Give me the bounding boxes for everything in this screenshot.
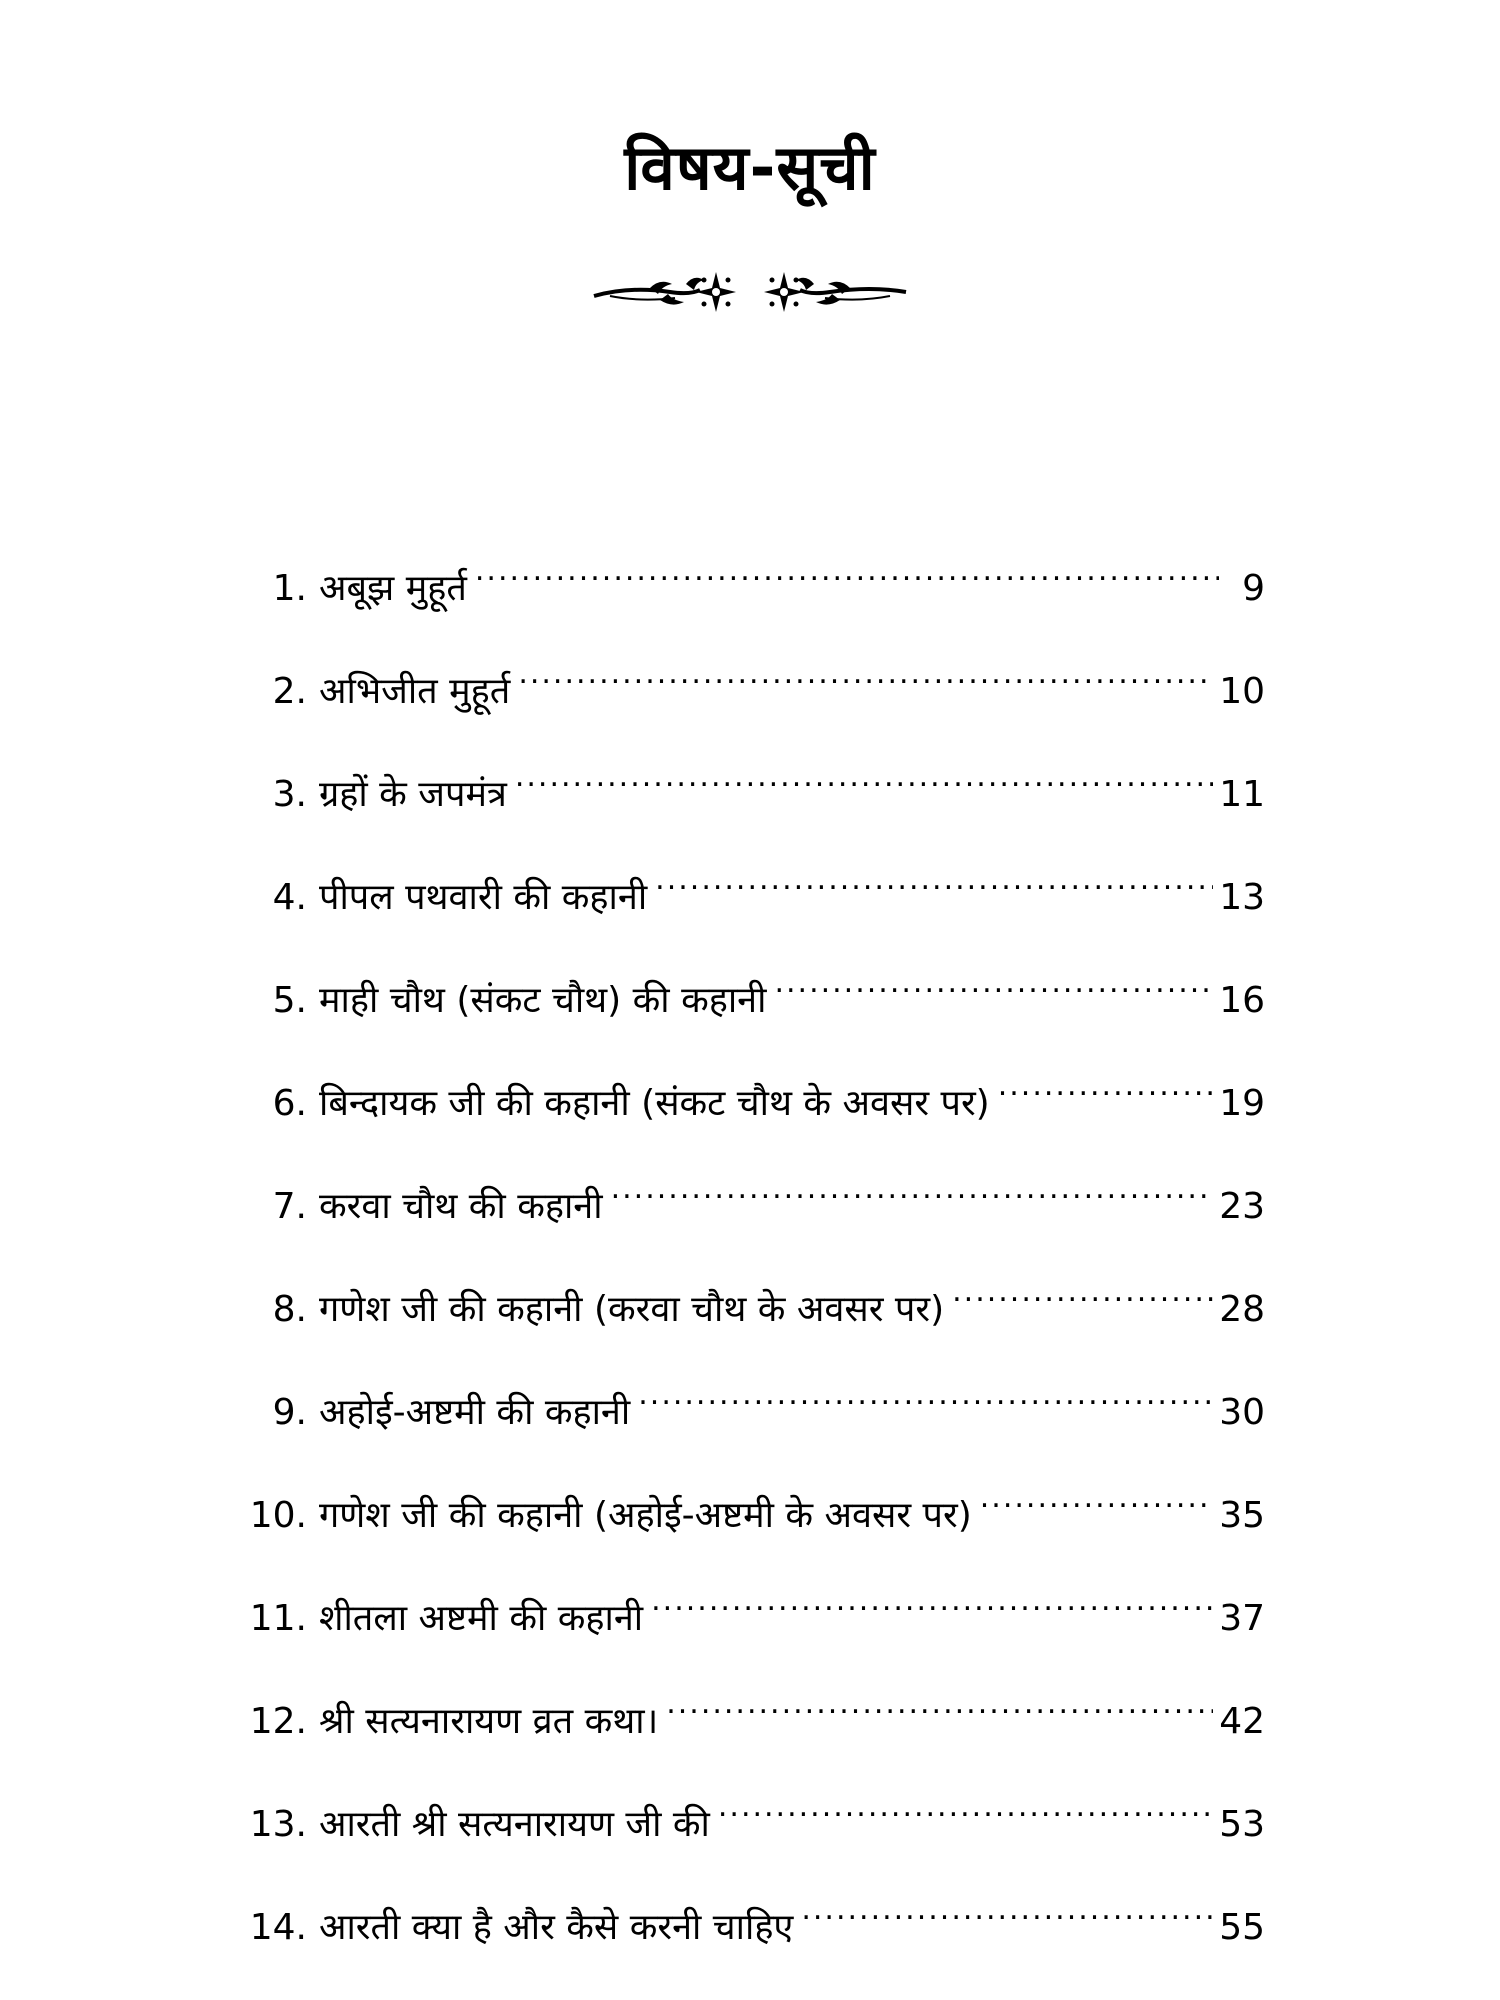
toc-entry-number: 2.	[272, 671, 307, 712]
ornament-divider-icon	[590, 262, 910, 322]
toc-entry-number: 1.	[272, 568, 307, 609]
toc-entry-title: करवा चौथ की कहानी	[319, 1186, 603, 1227]
toc-dot-leader	[952, 1261, 1213, 1321]
toc-entry-number: 8.	[272, 1289, 307, 1330]
toc-entry-title: आरती श्री सत्यनारायण जी की	[319, 1804, 710, 1845]
toc-entry-number: 9.	[272, 1392, 307, 1433]
toc-dot-leader	[655, 849, 1213, 909]
toc-entry-page-number: 35	[1219, 1495, 1265, 1536]
toc-entry	[225, 1364, 1265, 1433]
toc-entry-title: अहोई-अष्टमी की कहानी	[319, 1392, 631, 1433]
toc-entry	[225, 952, 1265, 1021]
toc-entry-number: 12.	[249, 1701, 307, 1742]
toc-entry-page-number: 9	[1242, 568, 1265, 609]
toc-entry-number: 11.	[249, 1598, 307, 1639]
toc-entry-number: 4.	[272, 877, 307, 918]
toc-entry-title: अबूझ मुहूर्त	[319, 568, 467, 609]
toc-entry	[225, 746, 1265, 815]
toc-entry	[225, 849, 1265, 918]
toc-entry-number: 5.	[272, 980, 307, 1021]
toc-entry-number: 6.	[272, 1083, 307, 1124]
toc-dot-leader	[515, 746, 1213, 806]
toc-entry	[225, 1055, 1265, 1124]
toc-entry-page-number: 30	[1219, 1392, 1265, 1433]
toc-dot-leader	[475, 540, 1219, 600]
toc-dot-leader	[718, 1776, 1213, 1836]
toc-entry-title: शीतला अष्टमी की कहानी	[319, 1598, 644, 1639]
toc-entry-page-number: 37	[1219, 1598, 1265, 1639]
toc-entry-title: पीपल पथवारी की कहानी	[319, 877, 648, 918]
toc-dot-leader	[651, 1570, 1213, 1630]
toc-entry-page-number: 10	[1219, 671, 1265, 712]
toc-dot-leader	[980, 1467, 1213, 1527]
page-title: विषय-सूची	[624, 131, 876, 204]
toc-entry-page-number: 23	[1219, 1186, 1265, 1227]
toc-dot-leader	[666, 1673, 1213, 1733]
toc-entry	[225, 1467, 1265, 1536]
toc-entry-number: 10.	[249, 1495, 307, 1536]
toc-entry-page-number: 28	[1219, 1289, 1265, 1330]
toc-entry-page-number: 53	[1219, 1804, 1265, 1845]
toc-entry	[225, 1261, 1265, 1330]
toc-entry-title: अभिजीत मुहूर्त	[319, 671, 511, 712]
toc-entry	[225, 643, 1265, 712]
toc-entry-title: गणेश जी की कहानी (करवा चौथ के अवसर पर)	[319, 1289, 945, 1330]
toc-dot-leader	[801, 1879, 1213, 1939]
toc-dot-leader	[518, 643, 1213, 703]
toc-entry-page-number: 13	[1219, 877, 1265, 918]
toc-dot-leader	[638, 1364, 1213, 1424]
toc-entry-title: माही चौथ (संकट चौथ) की कहानी	[319, 980, 767, 1021]
toc-entry-number: 7.	[272, 1186, 307, 1227]
toc-entry	[225, 1570, 1265, 1639]
toc-entry-title: श्री सत्यनारायण व्रत कथा।	[319, 1701, 659, 1742]
toc-entry-number: 3.	[272, 774, 307, 815]
toc-entry-title: गणेश जी की कहानी (अहोई-अष्टमी के अवसर पर)	[319, 1495, 972, 1536]
toc-entry	[225, 1879, 1265, 1948]
toc-entry-page-number: 16	[1219, 980, 1265, 1021]
toc-entry-number: 13.	[249, 1804, 307, 1845]
toc-entry-title: आरती क्या है और कैसे करनी चाहिए	[319, 1907, 794, 1948]
toc-entry-page-number: 42	[1219, 1701, 1265, 1742]
toc-entry-number: 14.	[249, 1907, 307, 1948]
toc-entry-title: बिन्दायक जी की कहानी (संकट चौथ के अवसर पर)	[319, 1083, 990, 1124]
toc-entry	[225, 1673, 1265, 1742]
toc-dot-leader	[611, 1158, 1214, 1218]
toc-entry	[225, 1158, 1265, 1227]
toc-entry	[225, 1776, 1265, 1845]
toc-entry-page-number: 11	[1219, 774, 1265, 815]
toc-entry-page-number: 19	[1219, 1083, 1265, 1124]
toc-entry-title: ग्रहों के जपमंत्र	[319, 774, 507, 815]
toc-entry	[225, 540, 1265, 609]
toc-dot-leader	[998, 1055, 1213, 1115]
toc-dot-leader	[774, 952, 1213, 1012]
toc-entry-page-number: 55	[1219, 1907, 1265, 1948]
